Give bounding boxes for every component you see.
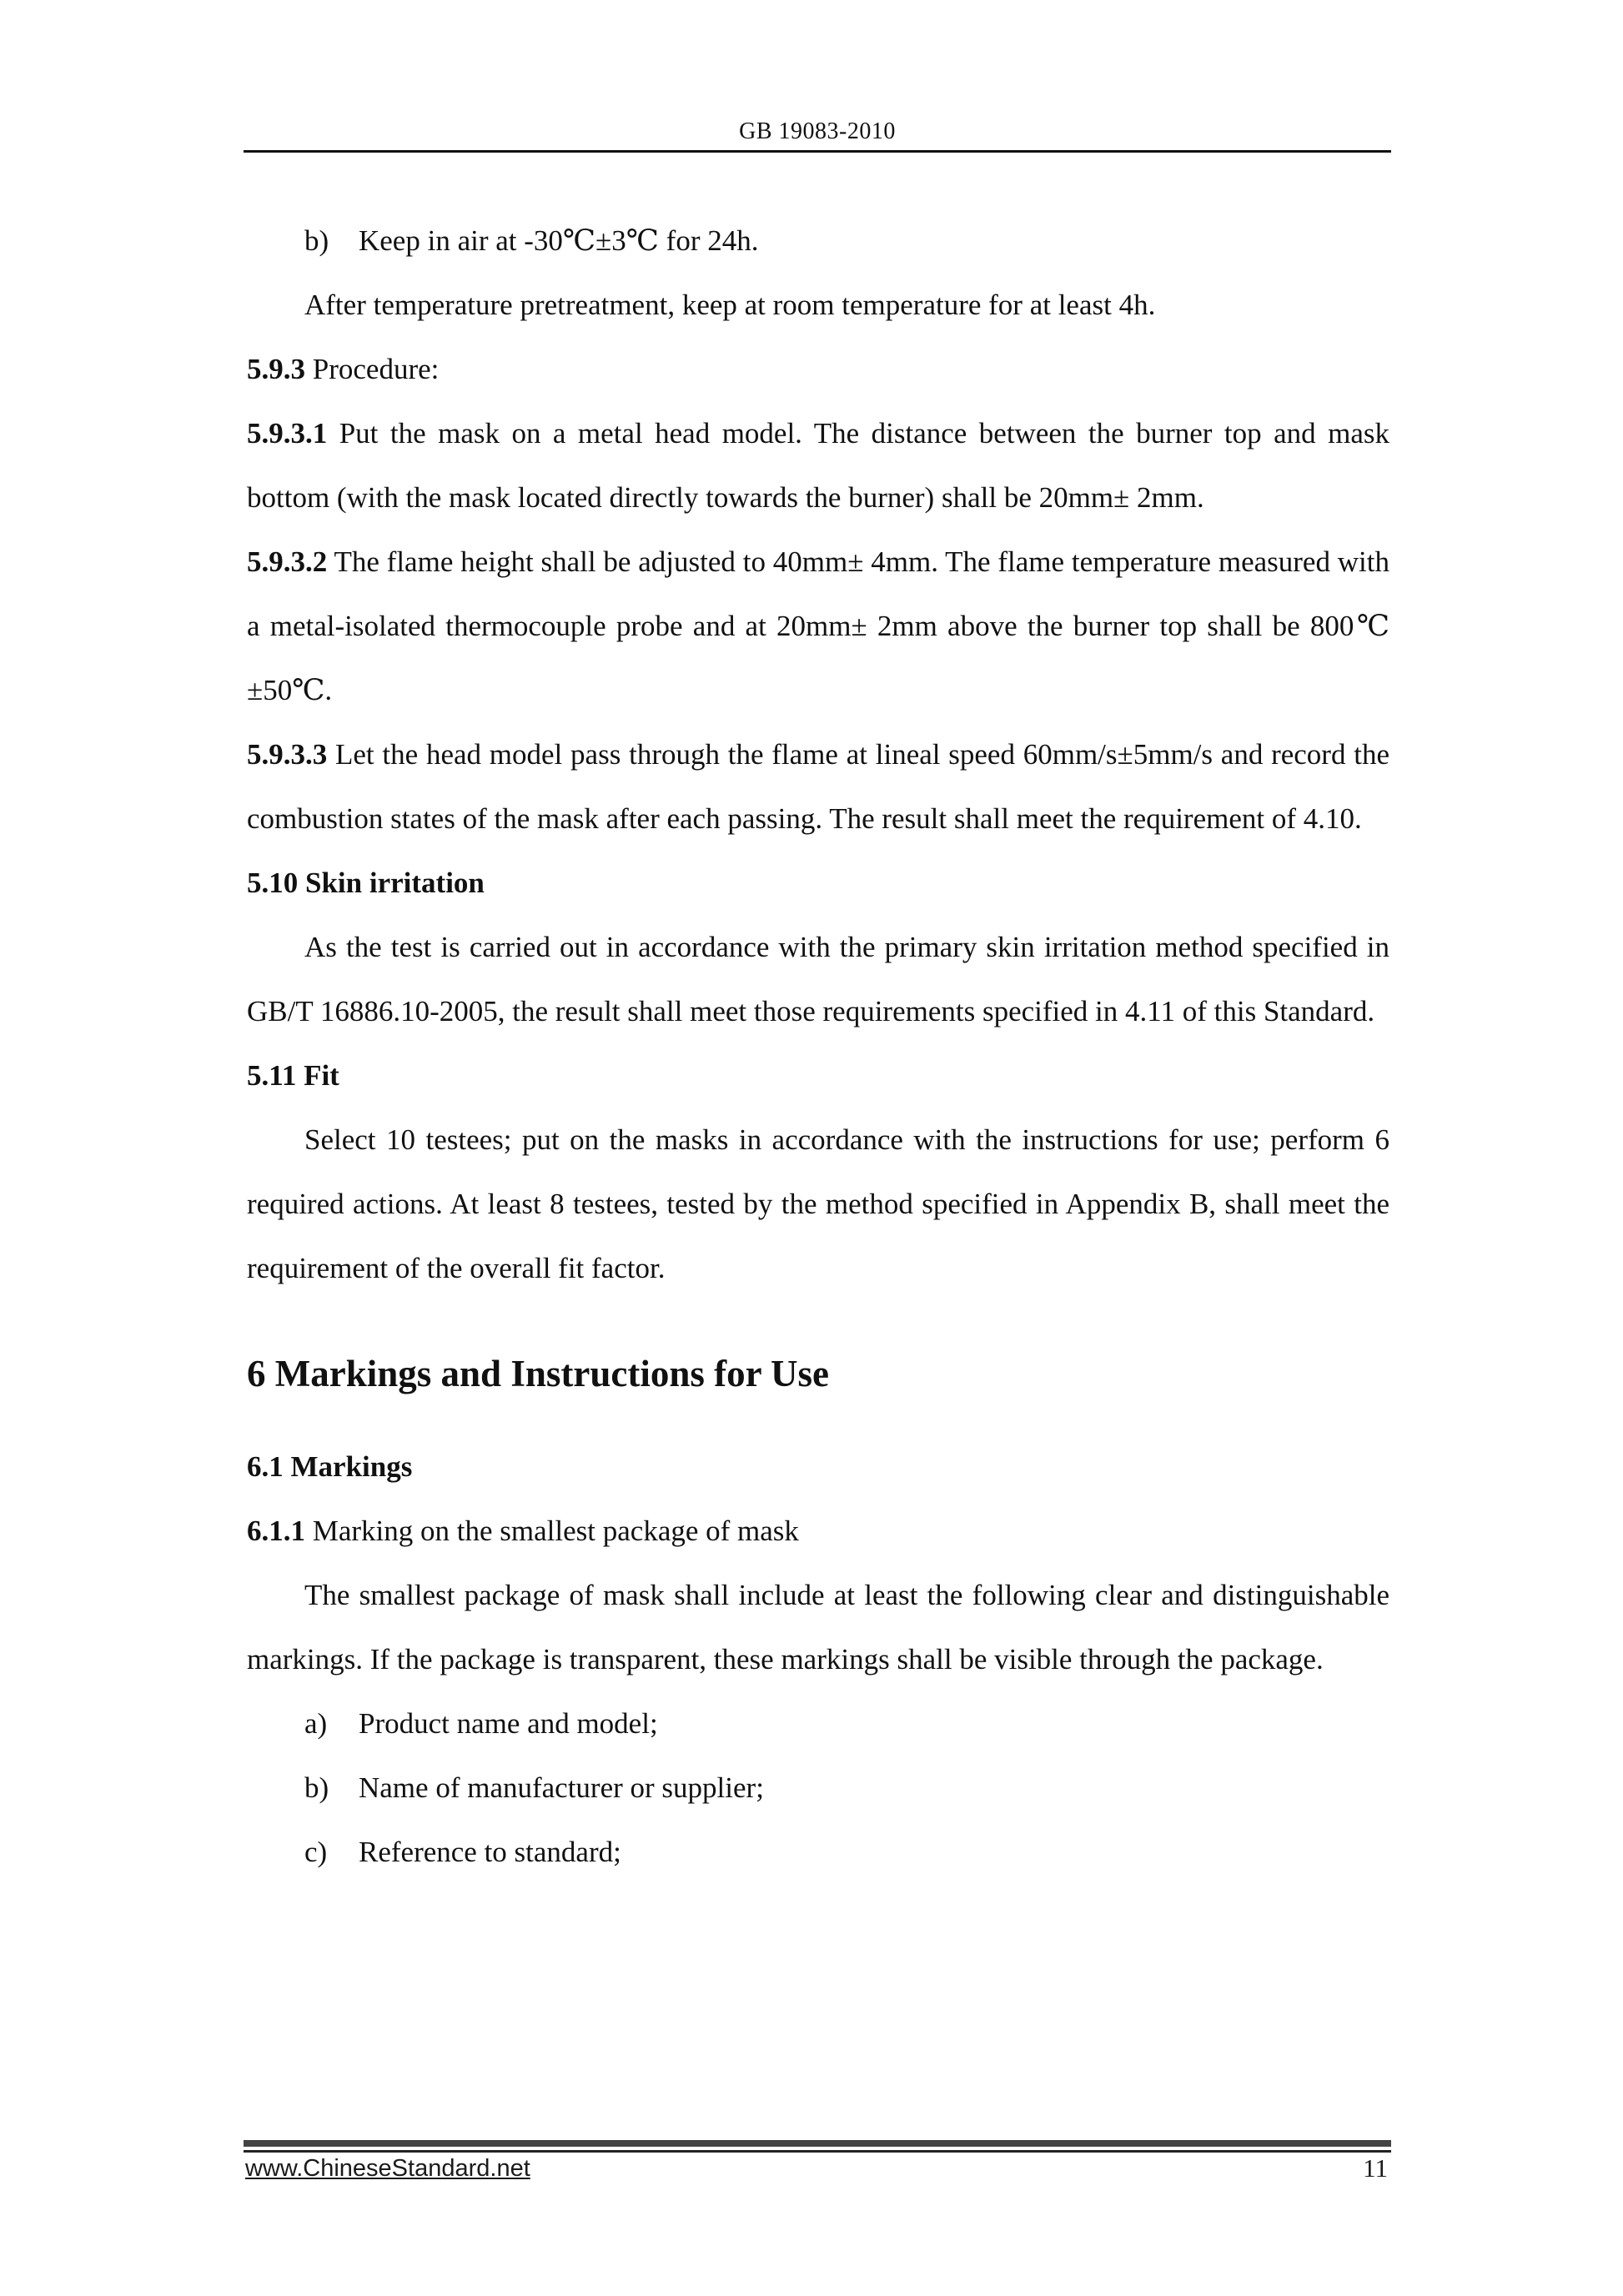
clause-5-9-3-2 [247,530,1389,722]
clause-number: 6.1.1 [247,1515,305,1547]
footer-website-link[interactable]: www.ChineseStandard.net [245,2155,530,2182]
footer-rule-thin [244,2150,1391,2153]
list-text: Keep in air at -30℃±3℃ for 24h. [359,224,759,257]
list-text: Product name and model; [359,1707,658,1740]
list-item-b-temperature [247,208,1389,273]
clause-number: 5.9.3.2 [247,545,328,578]
clause-text: Let the head model pass through the flame at lineal speed 60mm/s±5mm/s and record the combustion states of the mask after each passing. The result shall meet the requirement of 4.10. [247,738,1389,835]
section-heading-5-10: 5.10 Skin irritation [247,867,485,899]
clause-text: Put the mask on a metal head model. The distance between the burner top and mask bottom (with the mask located directly towards the burner) shall be 20mm± 2mm. [247,417,1389,514]
clause-text: Procedure: [305,353,440,385]
paragraph-fit: Select 10 testees; put on the masks in accordance with the instructions for use; perform 6 required actions. At least 8 testees, tested by the method specified in Appendix B, shall meet the requirement of the overall fit factor. [247,1123,1389,1284]
clause-number: 5.9.3 [247,353,305,385]
section-heading-5-11: 5.11 Fit [247,1059,339,1092]
clause-text: Marking on the smallest package of mask [305,1515,799,1547]
clause-number: 5.9.3.3 [247,738,328,771]
list-text: Reference to standard; [359,1836,621,1868]
chapter-heading-6: 6 Markings and Instructions for Use [247,1353,829,1394]
list-item-b [247,1756,1389,1820]
list-marker: b) [304,1771,329,1804]
header-standard-code: GB 19083-2010 [739,118,896,144]
clause-number: 5.9.3.1 [247,417,328,450]
footer-divider [244,2140,1391,2153]
clause-5-9-3-3 [247,722,1389,851]
page-number: 11 [1363,2153,1388,2183]
list-text: Name of manufacturer or supplier; [359,1771,764,1804]
list-marker: b) [304,224,329,257]
paragraph-after-pretreatment: After temperature pretreatment, keep at room temperature for at least 4h. [304,289,1156,321]
clause-5-9-3 [247,337,1389,401]
clause-text: The flame height shall be adjusted to 40mm± 4mm. The flame temperature measured with a metal-isolated thermocouple probe and at 20mm± 2mm above the burner top shall be 800℃±50℃. [247,545,1389,706]
clause-6-1-1 [247,1499,1389,1563]
list-item-c [247,1820,1389,1884]
clause-5-9-3-1 [247,401,1389,530]
footer-rule-thick [244,2140,1391,2147]
paragraph-smallest-package: The smallest package of mask shall include at least the following clear and distinguishable markings. If the package is transparent, these markings shall be visible through the package. [247,1579,1389,1676]
list-item-a [247,1691,1389,1756]
page-content [247,208,1389,1884]
list-marker: c) [304,1836,328,1868]
list-marker: a) [304,1707,328,1740]
page-header [244,115,1391,153]
section-heading-6-1: 6.1 Markings [247,1450,413,1483]
paragraph-skin-irritation: As the test is carried out in accordance with the primary skin irritation method specified in GB/T 16886.10-2005, the result shall meet those requirements specified in 4.11 of this Standard. [247,931,1389,1027]
